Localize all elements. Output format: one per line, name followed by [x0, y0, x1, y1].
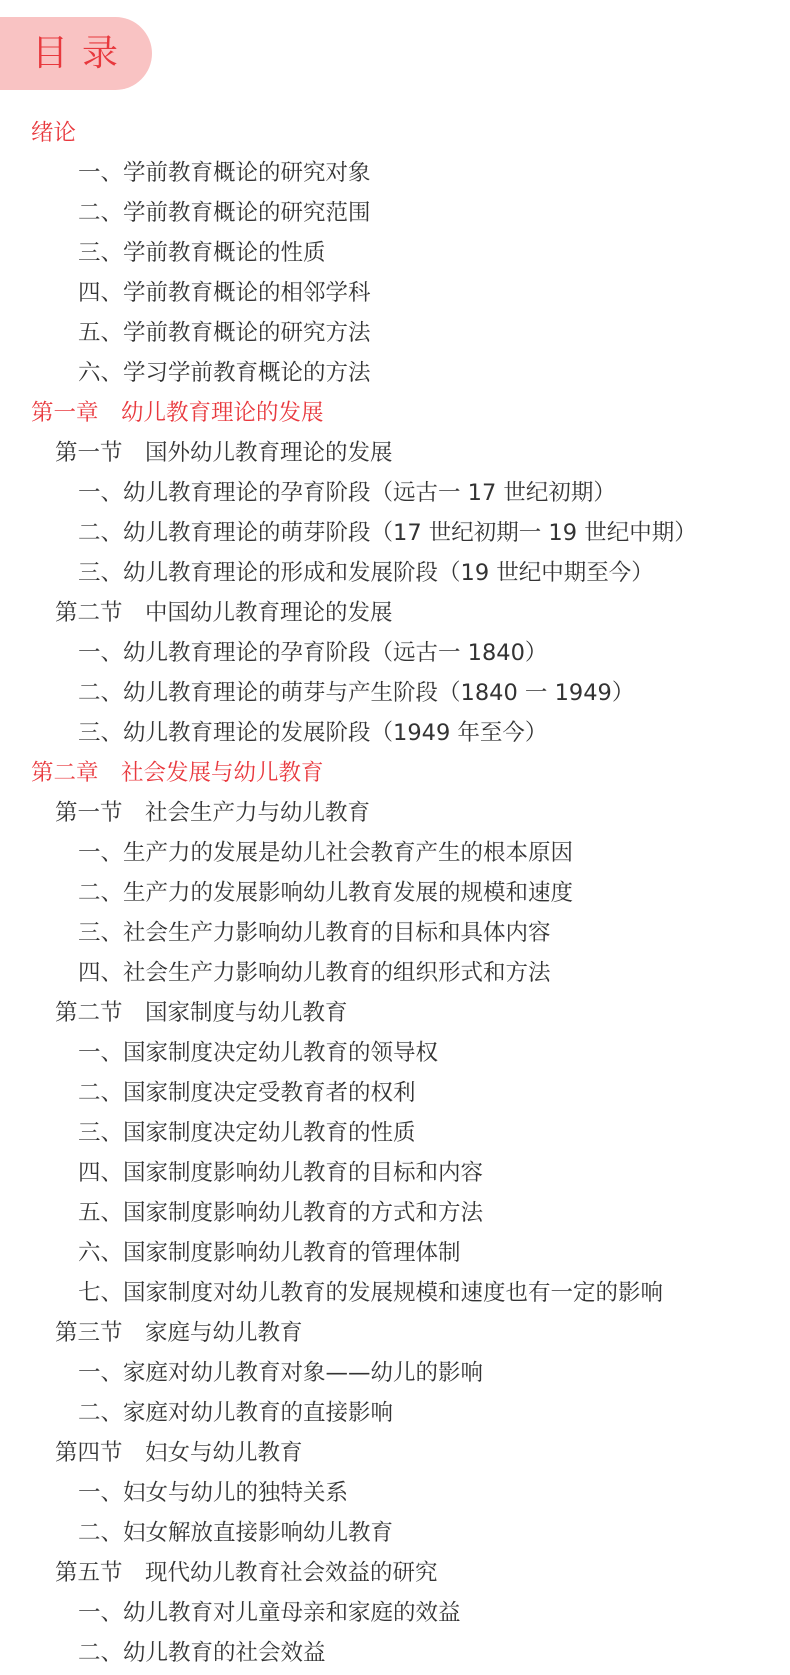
toc-entry-subsection[interactable]: 四、国家制度影响幼儿教育的目标和内容	[78, 1160, 484, 1186]
toc-entry-subsection[interactable]: 二、幼儿教育理论的萌芽与产生阶段（1840 一 1949）	[78, 680, 635, 706]
toc-entry-section[interactable]: 第二节 国家制度与幼儿教育	[55, 1000, 348, 1026]
toc-entry-subsection[interactable]: 二、国家制度决定受教育者的权利	[78, 1080, 416, 1106]
toc-entry-subsection[interactable]: 二、生产力的发展影响幼儿教育发展的规模和速度	[78, 880, 574, 906]
toc-entry-subsection[interactable]: 一、幼儿教育理论的孕育阶段（远古一 17 世纪初期）	[78, 480, 616, 506]
toc-entry-section[interactable]: 第五节 现代幼儿教育社会效益的研究	[55, 1560, 438, 1586]
page-title: 目录	[32, 32, 133, 74]
toc-entry-subsection[interactable]: 六、学习学前教育概论的方法	[78, 360, 371, 386]
toc-entry-subsection[interactable]: 七、国家制度对幼儿教育的发展规模和速度也有一定的影响	[78, 1280, 664, 1306]
toc-entry-subsection[interactable]: 三、国家制度决定幼儿教育的性质	[78, 1120, 416, 1146]
toc-entry-subsection[interactable]: 三、学前教育概论的性质	[78, 240, 326, 266]
toc-entry-chapter[interactable]: 第一章 幼儿教育理论的发展	[31, 400, 324, 426]
toc-entry-subsection[interactable]: 一、生产力的发展是幼儿社会教育产生的根本原因	[78, 840, 574, 866]
toc-entry-subsection[interactable]: 五、国家制度影响幼儿教育的方式和方法	[78, 1200, 484, 1226]
toc-entry-subsection[interactable]: 三、幼儿教育理论的发展阶段（1949 年至今）	[78, 720, 548, 746]
toc-entry-subsection[interactable]: 二、家庭对幼儿教育的直接影响	[78, 1400, 394, 1426]
toc-entry-chapter[interactable]: 绪论	[31, 120, 77, 146]
toc-entry-subsection[interactable]: 一、妇女与幼儿的独特关系	[78, 1480, 349, 1506]
toc-entry-subsection[interactable]: 一、国家制度决定幼儿教育的领导权	[78, 1040, 439, 1066]
toc-entry-subsection[interactable]: 四、社会生产力影响幼儿教育的组织形式和方法	[78, 960, 551, 986]
toc-entry-chapter[interactable]: 第二章 社会发展与幼儿教育	[31, 760, 324, 786]
toc-entry-subsection[interactable]: 三、社会生产力影响幼儿教育的目标和具体内容	[78, 920, 551, 946]
toc-entry-subsection[interactable]: 五、学前教育概论的研究方法	[78, 320, 371, 346]
toc-entry-subsection[interactable]: 二、幼儿教育的社会效益	[78, 1640, 326, 1666]
toc-entry-subsection[interactable]: 二、妇女解放直接影响幼儿教育	[78, 1520, 394, 1546]
toc-entry-subsection[interactable]: 一、幼儿教育对儿童母亲和家庭的效益	[78, 1600, 461, 1626]
toc-entry-subsection[interactable]: 二、幼儿教育理论的萌芽阶段（17 世纪初期一 19 世纪中期）	[78, 520, 697, 546]
toc-entry-section[interactable]: 第一节 社会生产力与幼儿教育	[55, 800, 371, 826]
toc-entry-subsection[interactable]: 一、幼儿教育理论的孕育阶段（远古一 1840）	[78, 640, 548, 666]
toc-entry-section[interactable]: 第二节 中国幼儿教育理论的发展	[55, 600, 393, 626]
toc-header-tab	[0, 17, 152, 90]
table-of-contents	[0, 113, 790, 1673]
toc-entry-subsection[interactable]: 四、学前教育概论的相邻学科	[78, 280, 371, 306]
toc-entry-section[interactable]: 第四节 妇女与幼儿教育	[55, 1440, 303, 1466]
toc-entry-subsection[interactable]: 一、家庭对幼儿教育对象——幼儿的影响	[78, 1360, 484, 1386]
toc-entry-subsection[interactable]: 六、国家制度影响幼儿教育的管理体制	[78, 1240, 461, 1266]
toc-entry-subsection[interactable]: 二、学前教育概论的研究范围	[78, 200, 371, 226]
toc-entry-subsection[interactable]: 一、学前教育概论的研究对象	[78, 160, 371, 186]
toc-entry-section[interactable]: 第三节 家庭与幼儿教育	[55, 1320, 303, 1346]
toc-entry-section[interactable]: 第一节 国外幼儿教育理论的发展	[55, 440, 393, 466]
toc-entry-subsection[interactable]: 三、幼儿教育理论的形成和发展阶段（19 世纪中期至今）	[78, 560, 654, 586]
